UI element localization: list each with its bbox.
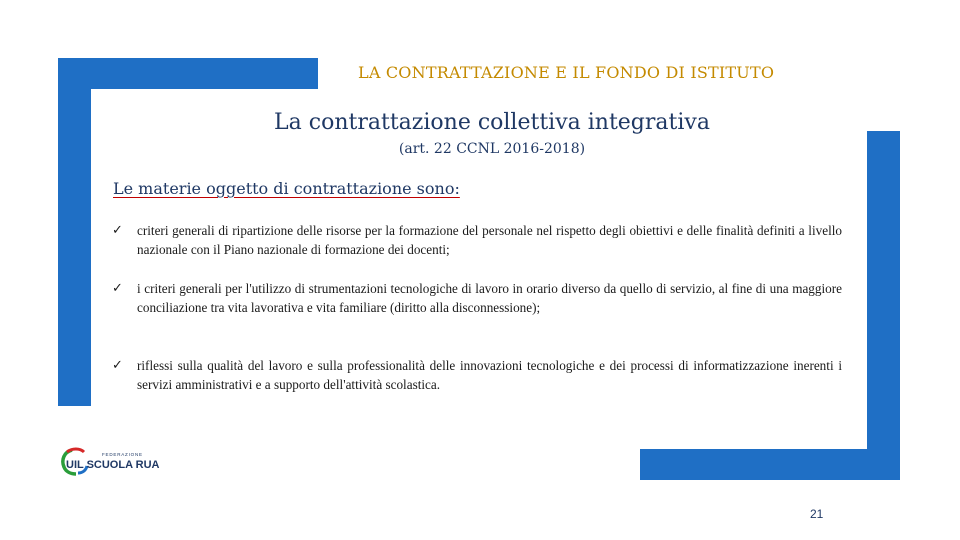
bullet-text: i criteri generali per l'utilizzo di strumentazioni tecnologiche di lavoro in orario diverso da quello di servizio, al fine di una maggiore conciliazione tra vita lavorativa e vita familiare (diritto alla disconnessione); — [137, 281, 842, 315]
bullet-item — [112, 222, 842, 259]
checkmark-icon: ✓ — [112, 358, 123, 373]
bullet-text: riflessi sulla qualità del lavoro e sulla professionalità delle innovazioni tecnologiche e dei processi di informatizzazione inerenti i servizi amministrativi e a supporto dell'attività scolastica. — [137, 358, 842, 392]
logo-small-text: FEDERAZIONE — [102, 452, 143, 457]
bullet-text: criteri generali di ripartizione delle risorse per la formazione del personale nel rispetto degli obiettivi e delle finalità definiti a livello nazionale con il Piano nazionale di formazione dei docenti; — [137, 223, 842, 257]
bullet-item — [112, 280, 842, 317]
checkmark-icon: ✓ — [112, 281, 123, 296]
checkmark-icon: ✓ — [112, 223, 123, 238]
logo-main-text: UIL SCUOLA RUA — [66, 459, 160, 471]
section-heading: Le materie oggetto di contrattazione sono: — [113, 179, 460, 198]
header-title: LA CONTRATTAZIONE E IL FONDO DI ISTITUTO — [358, 63, 775, 82]
bullet-item — [112, 357, 842, 394]
uil-scuola-rua-logo — [58, 446, 168, 476]
slide-subtitle: (art. 22 CCNL 2016-2018) — [398, 141, 586, 157]
slide-title: La contrattazione collettiva integrativa — [274, 110, 710, 135]
page-number: 21 — [810, 507, 824, 521]
